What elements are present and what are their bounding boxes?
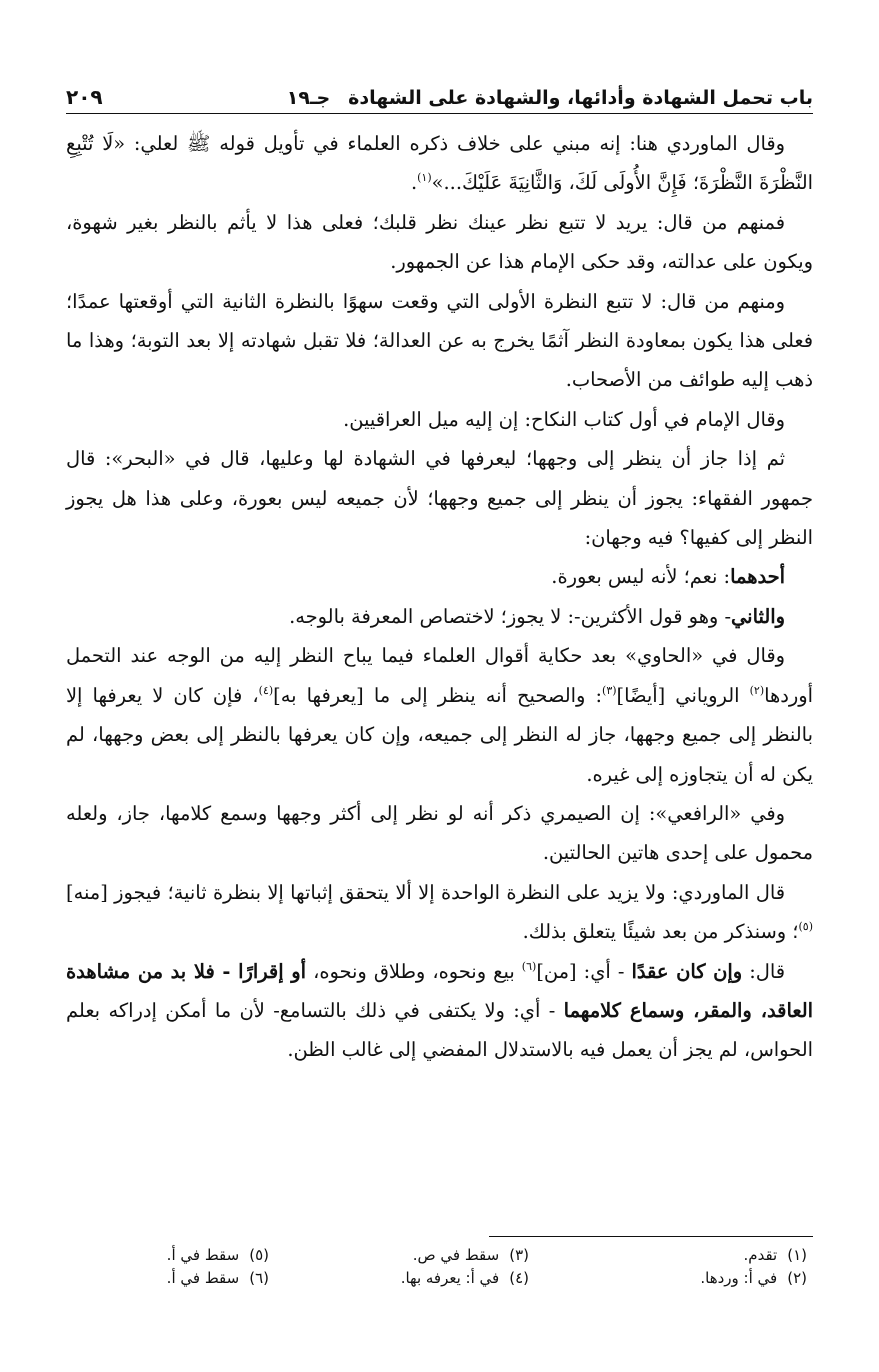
running-title <box>287 87 813 109</box>
footnote-ref: (١) <box>417 171 432 185</box>
footnote-row <box>66 1244 813 1267</box>
main-text <box>66 124 813 1070</box>
footnote-separator <box>489 1236 813 1237</box>
footnotes <box>66 1244 813 1290</box>
paragraph: قال الماوردي: ولا يزيد على النظرة الواحدة إلا ألا يتحقق إثباتها إلا بنظرة ثانية؛ فيجوز [منه]$^{(٥)}$؛ وسنذكر من بعد شيئًا يتعلق بذلك. <box>66 880 813 944</box>
chapter-title: باب تحمل الشهادة وأدائها، والشهادة على الشهادة <box>348 87 813 109</box>
paragraph: والثاني- وهو قول الأكثرين-: لا يجوز؛ لاختصاص المعرفة بالوجه. <box>289 604 785 628</box>
matn-text: وإن كان عقدًا <box>631 959 743 983</box>
term-first: أحدهما <box>730 565 785 589</box>
page-header <box>66 70 813 114</box>
paragraph: ثم إذا جاز أن ينظر إلى وجهها؛ ليعرفها في الشهادة لها وعليها، قال في «البحر»: قال جمهور الفقهاء: يجوز أن ينظر إلى جميع وجهها؛ لأن جميعه ليس بعورة، وعلى هذا هل يجوز النظر إلى كفيها؟ فيه وجهان: <box>66 447 813 550</box>
paragraph: قال: وإن كان عقدًا - أي: [من]$^{(٦)}$ بيع ونحوه، وطلاق ونحوه، أو إقرارًا - فلا بد من مشاهدة العاقد، والمقر، وسماع كلامهما - أي: ولا يكتفى في ذلك بالتسامع- لأن ما أمكن إدراكه بعلم الحواس، لم يجز أن يعمل فيه بالاستدلال المفضي إلى غالب الظن. <box>66 959 814 1062</box>
page-number: ٢٠٩ <box>66 85 103 109</box>
paragraph: فمنهم من قال: يريد لا تتبع نظر عينك نظر قلبك؛ فعلى هذا لا يأثم بالنظر بغير شهوة، ويكون على عدالته، وقد حكى الإمام هذا عن الجمهور. <box>66 210 813 274</box>
footnote-item: (٤)في أ: يعرفه بها. <box>400 1269 529 1287</box>
footnote-ref: (٥) <box>798 920 813 934</box>
footnote-ref: (٦) <box>521 959 537 973</box>
footnote-item: (٢)في أ: وردها. <box>700 1269 807 1287</box>
footnote-item: (٦)سقط في أ. <box>166 1269 269 1287</box>
volume-number: جـ١٩ <box>286 87 331 109</box>
paragraph: وقال في «الحاوي» بعد حكاية أقوال العلماء فيما يباح النظر إليه من الوجه عند التحمل أوردها$^{(٢)}$ الروياني [أيضًا]$^{(٣)}$: والصحيح أنه ينظر إلى ما [يعرفها به]$^{(٤)}$، فإن كان لا يعرفها إلا بالنظر إلى جميع وجهها، جاز له النظر إلى جميعه، وإن كان يعرفها بالنظر إلى بعض وجهها، لم يكن له أن يتجاوزه إلى غيره. <box>66 644 814 786</box>
footnote-ref: (٣) <box>602 683 617 697</box>
paragraph: وقال الماوردي هنا: إنه مبني على خلاف ذكره العلماء في تأويل قوله ﷺ لعلي: «لَا تُتْبِعِ النَّظْرَةَ النَّظْرَةَ؛ فَإِنَّ الأُولَى لَكَ، وَالثَّانِيَةَ عَلَيْكَ...»$^{(١)}$. <box>66 132 813 195</box>
footnote-ref: (٤) <box>258 683 274 697</box>
footnote-row <box>66 1267 813 1290</box>
paragraph: وفي «الرافعي»: إن الصيمري ذكر أنه لو نظر إلى أكثر وجهها وسمع كلامها، جاز، ولعله محمول على إحدى هاتين الحالتين. <box>66 801 813 865</box>
footnote-ref: (٢) <box>749 683 765 697</box>
matn-text: أو إقرارًا - فلا بد من مشاهدة العاقد، والمقر، وسماع كلامهما <box>66 959 814 1022</box>
footnote-item: (٥)سقط في أ. <box>166 1246 269 1264</box>
paragraph: ومنهم من قال: لا تتبع النظرة الأولى التي وقعت سهوًا بالنظرة الثانية التي أوقعتها عمدًا؛ فعلى هذا يكون بمعاودة النظر آثمًا يخرج به عن العدالة؛ فلا تقبل شهادته إلا بعد التوبة؛ وهذا ما ذهب إليه طوائف من الأصحاب. <box>66 289 813 392</box>
footnote-item: (٣)سقط في ص. <box>412 1246 529 1264</box>
footnote-item: (١)تقدم. <box>743 1246 807 1264</box>
term-second: والثاني <box>731 604 785 628</box>
paragraph: وقال الإمام في أول كتاب النكاح: إن إليه ميل العراقيين. <box>343 407 785 431</box>
paragraph: أحدهما: نعم؛ لأنه ليس بعورة. <box>551 565 785 589</box>
